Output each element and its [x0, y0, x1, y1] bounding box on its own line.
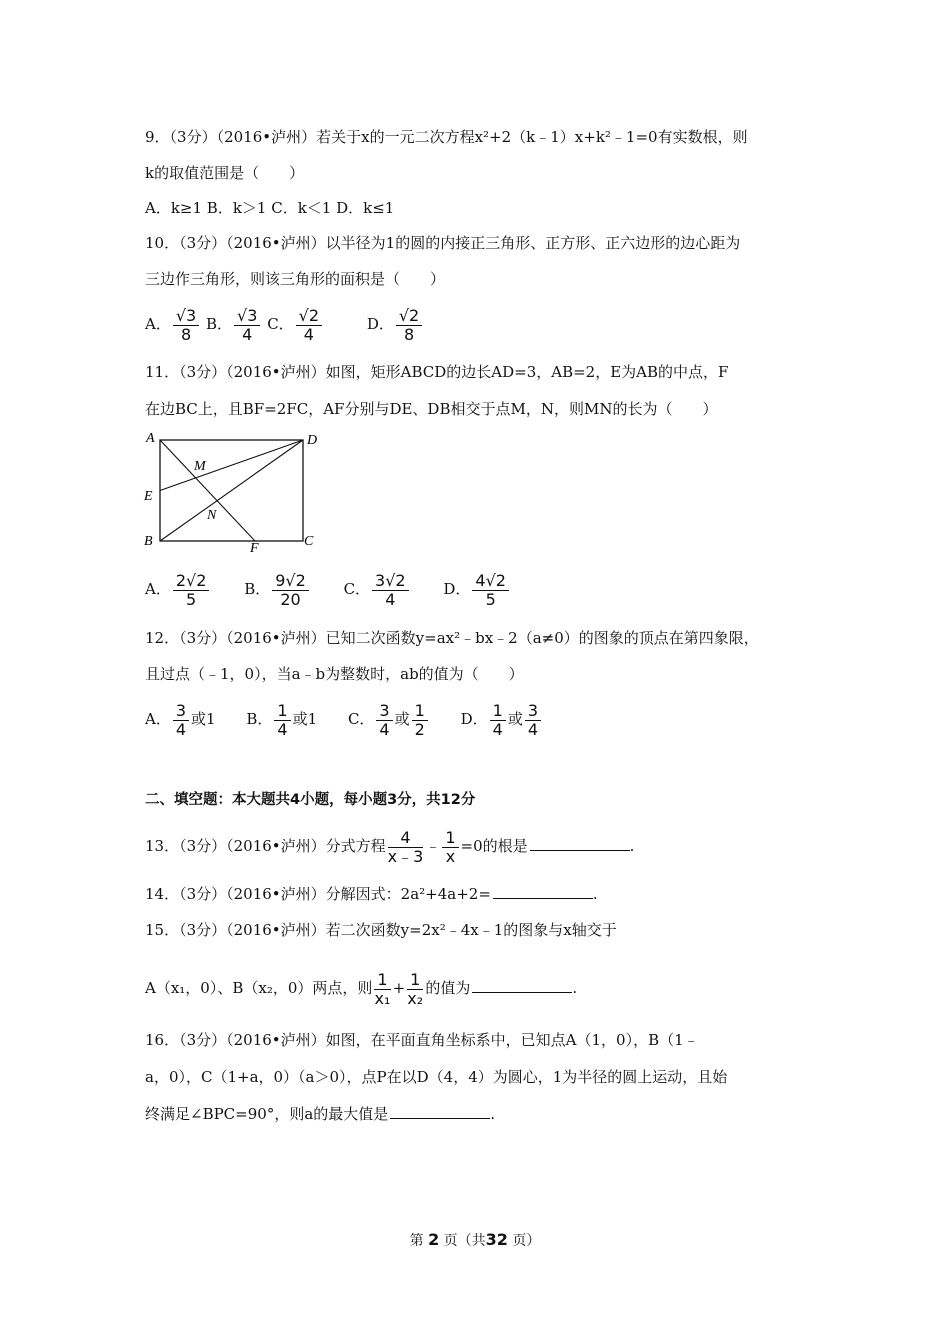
q10-label-d: D． — [366, 315, 394, 333]
q13-frac2: $\frac{1}{x}$ — [442, 829, 458, 866]
q12-option-c-frac1: $\frac{3}{4}$ — [376, 702, 392, 739]
q12-option-c-frac2: $\frac{1}{2}$ — [412, 702, 428, 739]
q11-label-c: C． — [343, 580, 371, 598]
q14-line: 14．（3分）（2016•泸州）分解因式：2a²+4a+2= . — [145, 885, 598, 903]
segment-af — [160, 440, 255, 541]
q12-option-d-frac1: $\frac{1}{4}$ — [490, 702, 506, 739]
q10-option-d: $\frac{√2}{8}$ — [396, 307, 422, 344]
q11-label-b: B． — [244, 580, 271, 598]
total-pages: 32 — [485, 1230, 508, 1249]
segment-db — [160, 440, 303, 541]
q12-label-a: A． — [145, 710, 171, 728]
q10-option-c: $\frac{√2}{4}$ — [296, 307, 322, 344]
q13-frac1: $\frac{4}{x﹣3}$ — [387, 827, 424, 866]
label-m: M — [194, 459, 206, 474]
q9-line1: 9．（3分）（2016•泸州）若关于x的一元二次方程x²+2（k﹣1）x+k²﹣1=0有实数根，则 — [145, 128, 748, 146]
q13-line: 13．（3分）（2016•泸州）分式方程 $\frac{4}{x﹣3}$ ﹣ $\frac{1}{x}$ =0的根是 . — [145, 827, 635, 866]
label-a: A — [146, 431, 155, 446]
label-c: C — [304, 534, 314, 549]
q9-line2: k的取值范围是（ ） — [145, 164, 305, 182]
page-number: 2 — [428, 1230, 440, 1249]
q10-line1: 10．（3分）（2016•泸州）以半径为1的圆的内接正三角形、正方形、正六边形的边心距为 — [145, 234, 741, 252]
q11-option-a: $\frac{2√2}{5}$ — [173, 572, 210, 609]
q12-label-d: D． — [460, 710, 488, 728]
label-b: B — [144, 534, 153, 549]
q10-option-b: $\frac{√3}{4}$ — [234, 307, 260, 344]
q11-line1: 11．（3分）（2016•泸州）如图，矩形ABCD的边长AD=3，AB=2，E为AB的中点，F — [145, 363, 729, 381]
q15-answer-blank[interactable] — [472, 978, 572, 993]
label-n: N — [207, 508, 217, 523]
q10-line2: 三边作三角形，则该三角形的面积是（ ） — [145, 270, 446, 288]
q10-options — [145, 306, 424, 344]
label-d: D — [307, 433, 318, 448]
q12-option-a-frac: $\frac{3}{4}$ — [173, 702, 189, 739]
q13-answer-blank[interactable] — [530, 836, 630, 851]
q12-option-b-frac: $\frac{1}{4}$ — [274, 702, 290, 739]
q11-option-c: $\frac{3√2}{4}$ — [372, 572, 409, 609]
q10-label-a: A． — [145, 315, 171, 333]
q12-label-b: B． — [246, 710, 273, 728]
q16-line2: a，0），C（1+a，0）（a＞0），点P在以D（4，4）为圆心，1为半径的圆上运动，且始 — [145, 1068, 728, 1086]
q9-options: A．k≥1 B．k＞1 C．k＜1 D．k≤1 — [145, 199, 395, 217]
section-heading: 二、填空题：本大题共4小题，每小题3分，共12分 — [145, 792, 476, 808]
q11-options — [145, 570, 511, 609]
page-footer: 第 2 页（共32 页） — [409, 1230, 541, 1249]
q15-line1: 15．（3分）（2016•泸州）若二次函数y=2x²﹣4x﹣1的图象与x轴交于 — [145, 921, 617, 939]
q11-option-b: $\frac{9√2}{20}$ — [272, 572, 309, 609]
q16-line3: 终满足∠BPC=90°，则a的最大值是 . — [145, 1105, 496, 1123]
q12-option-d-frac2: $\frac{3}{4}$ — [525, 702, 541, 739]
q11-line2: 在边BC上，且BF=2FC，AF分别与DE、DB相交于点M，N，则MN的长为（ ） — [145, 400, 718, 418]
q10-label-b: B． — [206, 315, 233, 333]
segment-de — [160, 440, 303, 491]
q15-line2: A（x₁，0）、B（x₂，0）两点，则 $\frac{1}{\text{x₁}}$ + $\frac{1}{\text{x₂}}$ 的值为 . — [145, 969, 578, 1008]
q11-label-a: A． — [145, 580, 171, 598]
label-f: F — [250, 541, 259, 556]
rectangle-figure — [140, 428, 330, 558]
q12-line2: 且过点（﹣1，0），当a﹣b为整数时，ab的值为（ ） — [145, 665, 524, 683]
q11-label-d: D． — [443, 580, 471, 598]
q16-line1: 16．（3分）（2016•泸州）如图，在平面直角坐标系中，已知点A（1，0），B（1﹣ — [145, 1031, 699, 1049]
q12-line1: 12．（3分）（2016•泸州）已知二次函数y=ax²﹣bx﹣2（a≠0）的图象的顶点在第四象限， — [145, 629, 759, 647]
q16-answer-blank[interactable] — [390, 1104, 490, 1119]
q10-label-c: C． — [267, 315, 294, 333]
q12-label-c: C． — [347, 710, 375, 728]
q15-frac1: $\frac{1}{\text{x₁}}$ — [374, 969, 391, 1008]
q15-frac2: $\frac{1}{\text{x₂}}$ — [407, 969, 424, 1008]
q14-answer-blank[interactable] — [493, 884, 593, 899]
q11-option-d: $\frac{4√2}{5}$ — [472, 572, 509, 609]
q10-option-a: $\frac{√3}{8}$ — [173, 307, 199, 344]
label-e: E — [144, 489, 153, 504]
q12-options: A． $\frac{3}{4}$ 或1 B． $\frac{1}{4}$ 或1 C． $\frac{3}{4}$ 或 $\frac{1}{2}$ D． $\frac{1}{4}$ 或 $\frac{3}{4}$ — [145, 700, 543, 739]
